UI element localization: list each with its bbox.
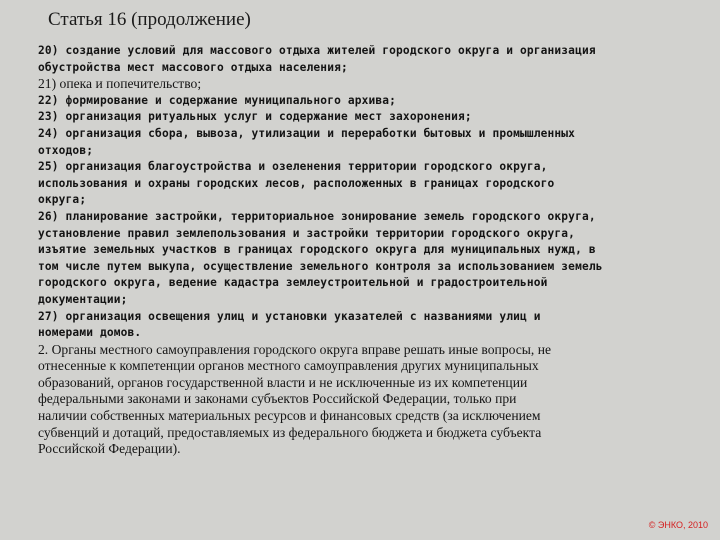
text-line: том числе путем выкупа, осуществление земельного контроля за использованием земель xyxy=(38,259,603,273)
text-line: округа; xyxy=(38,193,87,207)
text-line: образований, органов государственной власти и не исключенные из их компетенции xyxy=(38,374,528,390)
text-line: 25) организация благоустройства и озеленения территории городского округа, xyxy=(38,160,548,174)
text-line: изъятие земельных участков в границах городского округа для муниципальных нужд, в xyxy=(38,243,596,257)
text-line: 21) опека и попечительство; xyxy=(38,76,202,92)
text-line: установление правил землепользования и застройки территории городского округа, xyxy=(38,226,576,240)
text-line: номерами домов. xyxy=(38,326,142,340)
text-line: субвенций и дотаций, предоставляемых из федерального бюджета и бюджета субъекта xyxy=(38,424,542,440)
slide-title: Статья 16 (продолжение) xyxy=(48,9,251,30)
text-line: отнесенные к компетенции органов местного самоуправления других муниципальных xyxy=(38,358,539,374)
article-text xyxy=(38,43,720,458)
text-line: наличии собственных материальных ресурсов и финансовых средств (за исключением xyxy=(38,408,541,424)
text-line: 22) формирование и содержание муниципального архива; xyxy=(38,93,397,107)
text-line: 23) организация ритуальных услуг и содержание мест захоронения; xyxy=(38,110,472,124)
text-line: документации; xyxy=(38,292,128,306)
text-line: 20) создание условий для массового отдыха жителей городского округа и организация xyxy=(38,44,596,57)
text-line: обустройства мест массового отдыха населения; xyxy=(38,60,348,74)
text-line: отходов; xyxy=(38,143,94,157)
text-line: 27) организация освещения улиц и установки указателей с названиями улиц и xyxy=(38,309,541,323)
text-line: 2. Органы местного самоуправления городского округа вправе решать иные вопросы, не xyxy=(38,341,552,357)
text-line: городского округа, ведение кадастра землеустроительной и градостроительной xyxy=(38,276,548,290)
text-line: использования и охраны городских лесов, расположенных в границах городского xyxy=(38,176,555,190)
text-line: федеральными законами и законами субъектов Российской Федерации, только при xyxy=(38,391,517,407)
text-line: Российской Федерации). xyxy=(38,441,181,457)
text-line: 26) планирование застройки, территориальное зонирование земель городского округа, xyxy=(38,209,596,223)
text-line: 24) организация сбора, вывоза, утилизации и переработки бытовых и промышленных xyxy=(38,126,576,140)
copyright-notice: © ЭНКО, 2010 xyxy=(648,520,708,530)
